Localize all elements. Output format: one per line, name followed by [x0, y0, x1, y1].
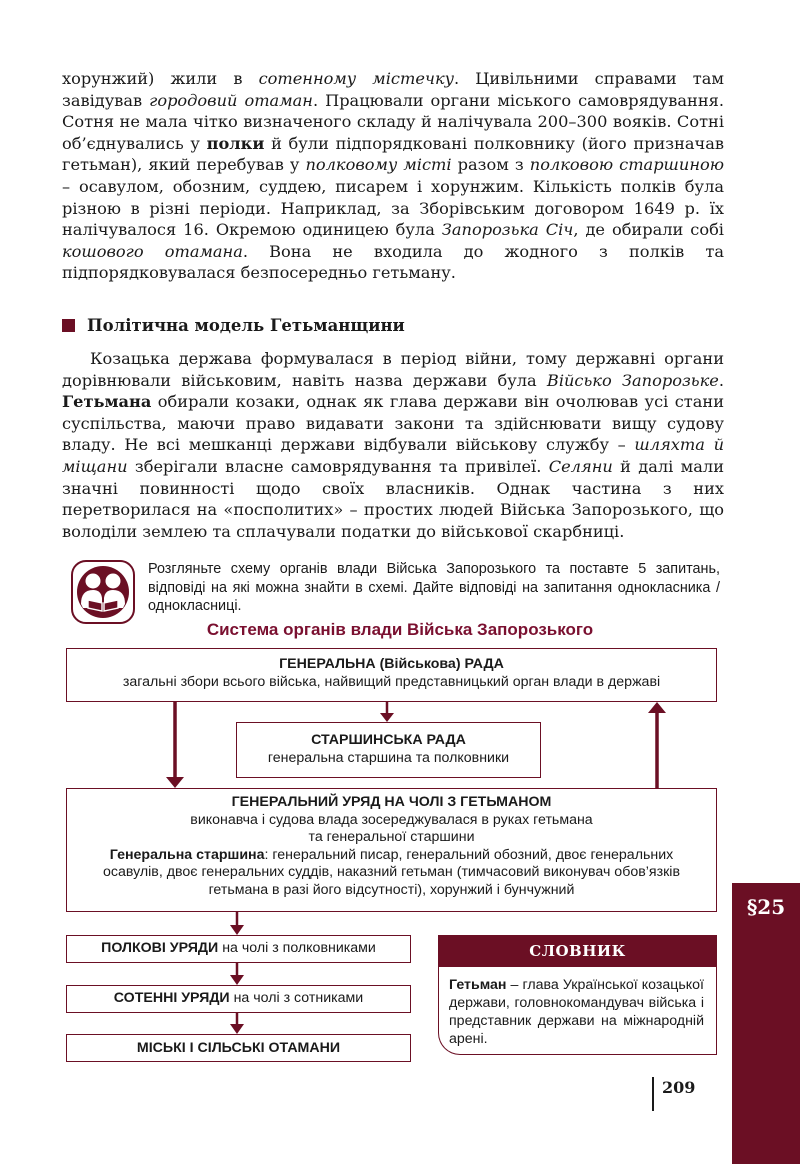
arrowhead [648, 702, 666, 713]
italic-term: Селяни [548, 456, 613, 476]
section-heading [62, 316, 405, 335]
page-number-divider [652, 1077, 654, 1111]
text-run: й були підпорядковані полковнику (його призначав гетьман), який перебував у [62, 133, 725, 175]
general-rada-box [66, 648, 717, 702]
section-number: §25 [746, 895, 786, 919]
italic-term: Запорозька Січ [441, 220, 574, 240]
italic-term: Військо Запорозьке [546, 370, 719, 390]
text-run: – осавулом, обозним, суддею, писарем і хорунжим. Кількість полків була різною в різні періоди. Наприклад, за Зборівським договором 1649 р. їх налічувалося 16. Окремою одиницею була [62, 176, 724, 240]
box-description: генеральна старшина та полковники [267, 749, 510, 766]
arrowhead [230, 975, 244, 985]
italic-term: шляхта й міщани [62, 435, 725, 476]
box-description: загальні збори всього війська, найвищий представницький орган влади в державі [122, 673, 661, 690]
box-title: МІСЬКІ І СІЛЬСЬКІ ОТАМАНИ [136, 1040, 341, 1056]
general-uryad-box [66, 788, 717, 912]
arrowhead [230, 925, 244, 935]
text-run: й далі мали значні повинності щодо своїх власників. Однак частина з них перетворилася на «посполитих» – простих людей Війська Запорозького, що володіли землею та сплачували податки до військової скарбниці. [62, 456, 724, 541]
arrowhead [166, 777, 184, 788]
text-run: . Цивільними справами там завідував [62, 69, 724, 110]
company-uryad-box [66, 985, 411, 1013]
diagram-title: Система органів влади Війська Запорозького [206, 620, 594, 639]
glossary-definition: – глава Української козацької держави, головнокомандувач війська і представник держави на міжнародній арені. [449, 977, 704, 1047]
regimental-uryad-box [66, 935, 411, 963]
square-bullet-icon [62, 319, 75, 332]
box-description: та генеральної старшини [308, 829, 475, 845]
staff-list: : генеральний писар, генеральний обозний, двоє генеральних осавулів, двоє генеральних суддів, наказний гетьман (тимчасовий виконувач обов’язків гетьмана в разі його відсутності), хорунжий і бунчужний [102, 846, 680, 898]
paragraph-2 [62, 348, 724, 542]
glossary-term: Гетьман [449, 977, 507, 993]
pair-discussion-icon [71, 560, 135, 624]
text-run: . Працювали органи міського самоврядування. Сотня не мала чітко визначеного складу й налічувала 200–300 вояків. Сотні об’єднувались у [62, 90, 724, 153]
text-run: зберігали власне самоврядування та привілеї. [127, 456, 549, 476]
box-title: ГЕНЕРАЛЬНА (Військова) РАДА [279, 656, 504, 672]
box-title: СТАРШИНСЬКА РАДА [311, 732, 466, 748]
box-title: СОТЕННІ УРЯДИ [113, 990, 230, 1006]
text-run: разом з [451, 155, 530, 175]
italic-term: городовий отаман [149, 90, 313, 110]
town-village-otaman-box [66, 1034, 411, 1062]
page-number: 209 [662, 1078, 696, 1097]
paragraph-1 [62, 68, 724, 284]
section-title: Політична модель Гетьманщини [87, 316, 405, 335]
box-description: виконавча і судова влада зосереджувалася в руках гетьмана [190, 811, 593, 828]
text-run: . [718, 370, 724, 390]
glossary-header: СЛОВНИК [438, 935, 717, 967]
text-run: хорунжий) жили в [62, 69, 259, 88]
text-run: Козацька держава формувалася в період війни, тому державні органи дорівнювали військовим, навіть назва держави була [62, 349, 724, 390]
text-run: . Вона не входила до жодного з полків та підпорядковувалася безпосередньо гетьману. [62, 241, 724, 283]
italic-term: сотенному містечку [258, 69, 455, 88]
box-title: ГЕНЕРАЛЬНИЙ УРЯД НА ЧОЛІ З ГЕТЬМАНОМ [231, 794, 552, 810]
box-description: на чолі з полковниками [218, 940, 376, 956]
task-instruction: Розгляньте схему органів влади Війська Запорозького та поставте 5 запитань, відповіді на які можна знайти в схемі. Дайте відповіді на запитання однокласника / однокласниці. [148, 561, 720, 615]
box-title: ПОЛКОВІ УРЯДИ [101, 940, 219, 956]
italic-term: кошового отамана [62, 241, 243, 261]
bold-term: Гетьмана [62, 392, 152, 412]
italic-term: полковому місті [305, 155, 452, 175]
italic-term: полковою старшиною [529, 155, 724, 175]
text-run: , де обирали собі [573, 220, 724, 240]
staff-label: Генеральна старшина [109, 846, 265, 863]
box-description: на чолі з сотниками [229, 990, 364, 1006]
starshynska-rada-box [236, 722, 541, 778]
bold-term: полки [206, 133, 265, 153]
arrowhead [380, 713, 394, 722]
arrowhead [230, 1024, 244, 1034]
glossary-body [438, 967, 717, 1055]
section-side-tab [732, 883, 800, 1164]
text-run: обирали козаки, однак як глава держави він очолював усі стани суспільства, маючи право видавати закони та здійснювати вищу судову владу. Не всі мешканці держави відбували військову службу – [62, 392, 724, 455]
glossary-box [438, 935, 717, 1055]
